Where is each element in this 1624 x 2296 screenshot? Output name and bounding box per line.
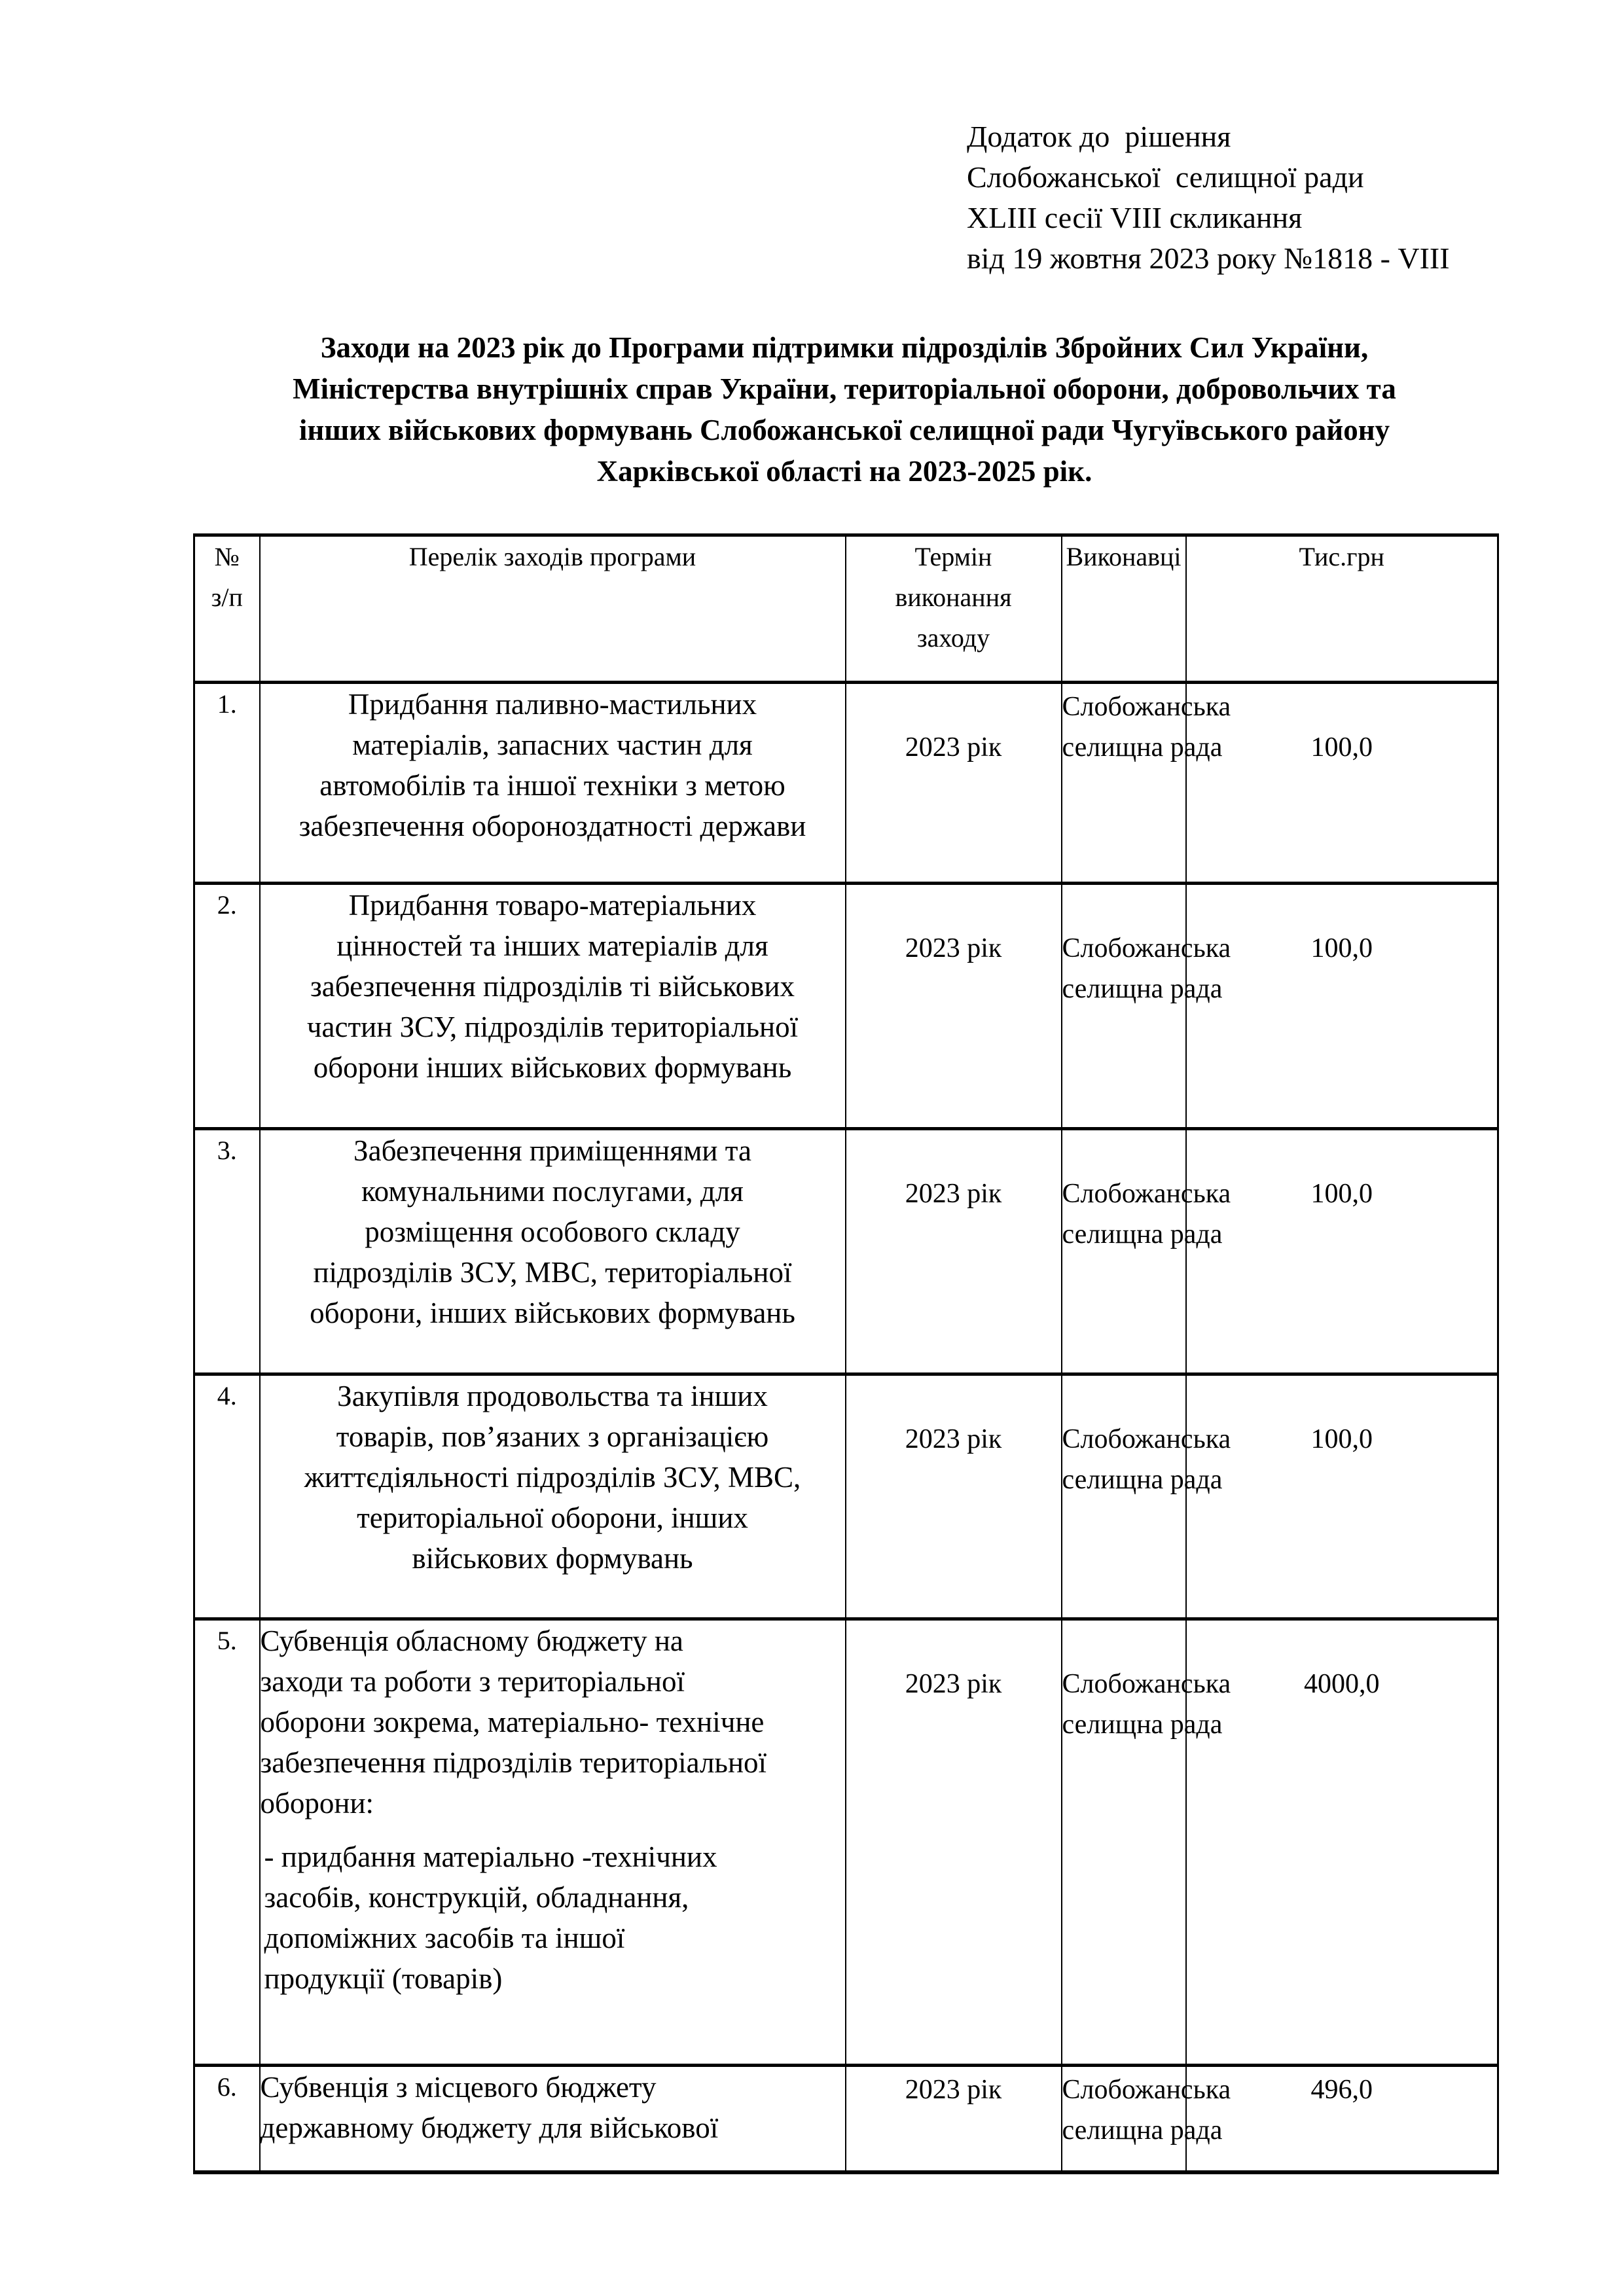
row-executors: [1062, 2066, 1231, 2172]
row-amount: [1186, 1619, 1498, 2066]
description-line: забезпечення підрозділів територіальної: [260, 1746, 767, 1779]
description-line: оборони:: [260, 1787, 374, 1820]
table-row: [194, 884, 1498, 1129]
executor-line: Слобожанська: [1062, 1669, 1231, 1699]
executor-line: Слобожанська: [1062, 2075, 1231, 2105]
row-amount: [1186, 683, 1498, 884]
table-row: [194, 1129, 1498, 1374]
annex-reference: [967, 117, 1450, 279]
header-executors-label: Виконавці: [1066, 542, 1182, 571]
description-line: забезпечення обороноздатності держави: [298, 810, 806, 842]
header-term: [846, 535, 1062, 683]
description-line: забезпечення підрозділів ті військових: [310, 970, 795, 1003]
row-executors: [1062, 1619, 1231, 2066]
amount-value: 100,0: [1310, 933, 1373, 963]
row-executors: [1062, 884, 1231, 1129]
row-executors: [1062, 683, 1231, 884]
term-value: 2023 рік: [905, 933, 1002, 963]
executor-line: Слобожанська: [1062, 1179, 1231, 1209]
sub-description-line: продукції (товарів): [264, 1962, 503, 1995]
term-value: 2023 рік: [905, 1669, 1002, 1699]
header-amount-label: Тис.грн: [1299, 542, 1384, 571]
measures-table: [193, 533, 1499, 2174]
amount-value: 4000,0: [1304, 1669, 1380, 1699]
row-amount: [1186, 2066, 1498, 2172]
description-line: військових формувань: [412, 1542, 693, 1575]
description-line: частин ЗСУ, підрозділів територіальної: [306, 1011, 799, 1043]
title-line: Міністерства внутрішніх справ України, територіальної оборони, добровольчих та: [293, 372, 1396, 405]
row-description: [260, 2066, 846, 2172]
title-line: інших військових формувань Слобожанської селищної ради Чугуївського району: [298, 414, 1390, 446]
description-line: Закупівля продовольства та інших: [337, 1380, 768, 1412]
term-value: 2023 рік: [905, 732, 1002, 762]
executor-line: селищна рада: [1062, 974, 1223, 1004]
description-line: Придбання товаро-матеріальних: [348, 889, 757, 922]
description-line: Субвенція з місцевого бюджету: [260, 2071, 657, 2104]
header-term-line: Термін: [914, 542, 992, 571]
row-description: [260, 1129, 846, 1374]
row-executors: [1062, 1374, 1231, 1619]
executor-line: Слобожанська: [1062, 933, 1231, 963]
row-term: [846, 2066, 1062, 2172]
executor-line: селищна рада: [1062, 2115, 1223, 2145]
row-sub-description: [261, 1837, 845, 1999]
executor-line: Слобожанська: [1062, 692, 1231, 722]
header-term-line: виконання: [895, 583, 1012, 612]
row-amount: [1186, 1129, 1498, 1374]
row-description: [260, 1374, 846, 1619]
header-no: [194, 535, 260, 683]
row-number: 2.: [194, 884, 260, 1129]
executor-line: Слобожанська: [1062, 1424, 1231, 1454]
description-line: оборони інших військових формувань: [313, 1051, 792, 1084]
description-line: оборони зокрема, матеріально- технічне: [260, 1706, 765, 1738]
row-description: [260, 1619, 846, 2066]
header-no-line: з/п: [211, 583, 243, 612]
description-line: розміщення особового складу: [365, 1215, 740, 1248]
table-header-row: [194, 535, 1498, 683]
description-line: цінностей та інших матеріалів для: [336, 929, 768, 962]
amount-value: 100,0: [1310, 1179, 1373, 1209]
executor-line: селищна рада: [1062, 732, 1223, 762]
header-no-line: №: [214, 542, 240, 571]
amount-value: 100,0: [1310, 1424, 1373, 1454]
description-line: підрозділів ЗСУ, МВС, територіальної: [313, 1256, 792, 1289]
term-value: 2023 рік: [905, 1179, 1002, 1209]
title-line: Харківської області на 2023-2025 рік.: [596, 455, 1092, 488]
sub-description-line: засобів, конструкцій, обладнання,: [264, 1881, 689, 1914]
annex-line: Слобожанської селищної ради: [967, 160, 1364, 194]
row-term: [846, 884, 1062, 1129]
row-term: [846, 1374, 1062, 1619]
amount-value: 100,0: [1310, 732, 1373, 762]
description-line: територіальної оборони, інших: [357, 1501, 748, 1534]
annex-line: від 19 жовтня 2023 року №1818 - VIII: [967, 242, 1450, 275]
title-line: Заходи на 2023 рік до Програми підтримки підрозділів Збройних Сил України,: [320, 331, 1369, 364]
document-title: [196, 327, 1492, 492]
amount-value: 496,0: [1310, 2075, 1373, 2105]
table-row: [194, 683, 1498, 884]
row-description: [260, 683, 846, 884]
row-description: [260, 884, 846, 1129]
row-number: 1.: [194, 683, 260, 884]
header-amount: [1186, 535, 1498, 683]
row-number: 3.: [194, 1129, 260, 1374]
sub-description-line: допоміжних засобів та іншої: [264, 1922, 625, 1954]
row-term: [846, 1129, 1062, 1374]
description-line: автомобілів та іншої техніки з метою: [319, 769, 785, 802]
term-value: 2023 рік: [905, 2075, 1002, 2105]
table-row: [194, 2066, 1498, 2172]
annex-line: XLIII сесії VIII скликання: [967, 201, 1303, 234]
description-line: Забезпечення приміщеннями та: [353, 1134, 751, 1167]
row-executors: [1062, 1129, 1231, 1374]
row-term: [846, 1619, 1062, 2066]
row-amount: [1186, 1374, 1498, 1619]
description-line: товарів, пов’язаних з організацією: [336, 1420, 769, 1453]
table-row: [194, 1374, 1498, 1619]
description-line: матеріалів, запасних частин для: [352, 728, 753, 761]
table-row: [194, 1619, 1498, 2066]
executor-line: селищна рада: [1062, 1710, 1223, 1740]
row-amount: [1186, 884, 1498, 1129]
description-line: Субвенція обласному бюджету на: [260, 1624, 683, 1657]
description-line: державному бюджету для військової: [260, 2111, 719, 2144]
term-value: 2023 рік: [905, 1424, 1002, 1454]
description-line: оборони, інших військових формувань: [310, 1297, 795, 1329]
description-line: життєдіяльності підрозділів ЗСУ, МВС,: [304, 1461, 801, 1494]
description-line: комунальними послугами, для: [361, 1175, 744, 1208]
row-number: 4.: [194, 1374, 260, 1619]
row-number: 6.: [194, 2066, 260, 2172]
row-number: 5.: [194, 1619, 260, 2066]
executor-line: селищна рада: [1062, 1219, 1223, 1249]
annex-line: Додаток до рішення: [967, 120, 1231, 153]
header-description: [260, 535, 846, 683]
executor-line: селищна рада: [1062, 1465, 1223, 1495]
row-term: [846, 683, 1062, 884]
description-line: заходи та роботи з територіальної: [260, 1665, 685, 1698]
sub-description-line: - придбання матеріально -технічних: [264, 1840, 717, 1873]
header-term-line: заходу: [916, 623, 990, 653]
header-executors: [1062, 535, 1186, 683]
description-line: Придбання паливно-мастильних: [348, 688, 757, 721]
header-description-label: Перелік заходів програми: [408, 542, 696, 571]
